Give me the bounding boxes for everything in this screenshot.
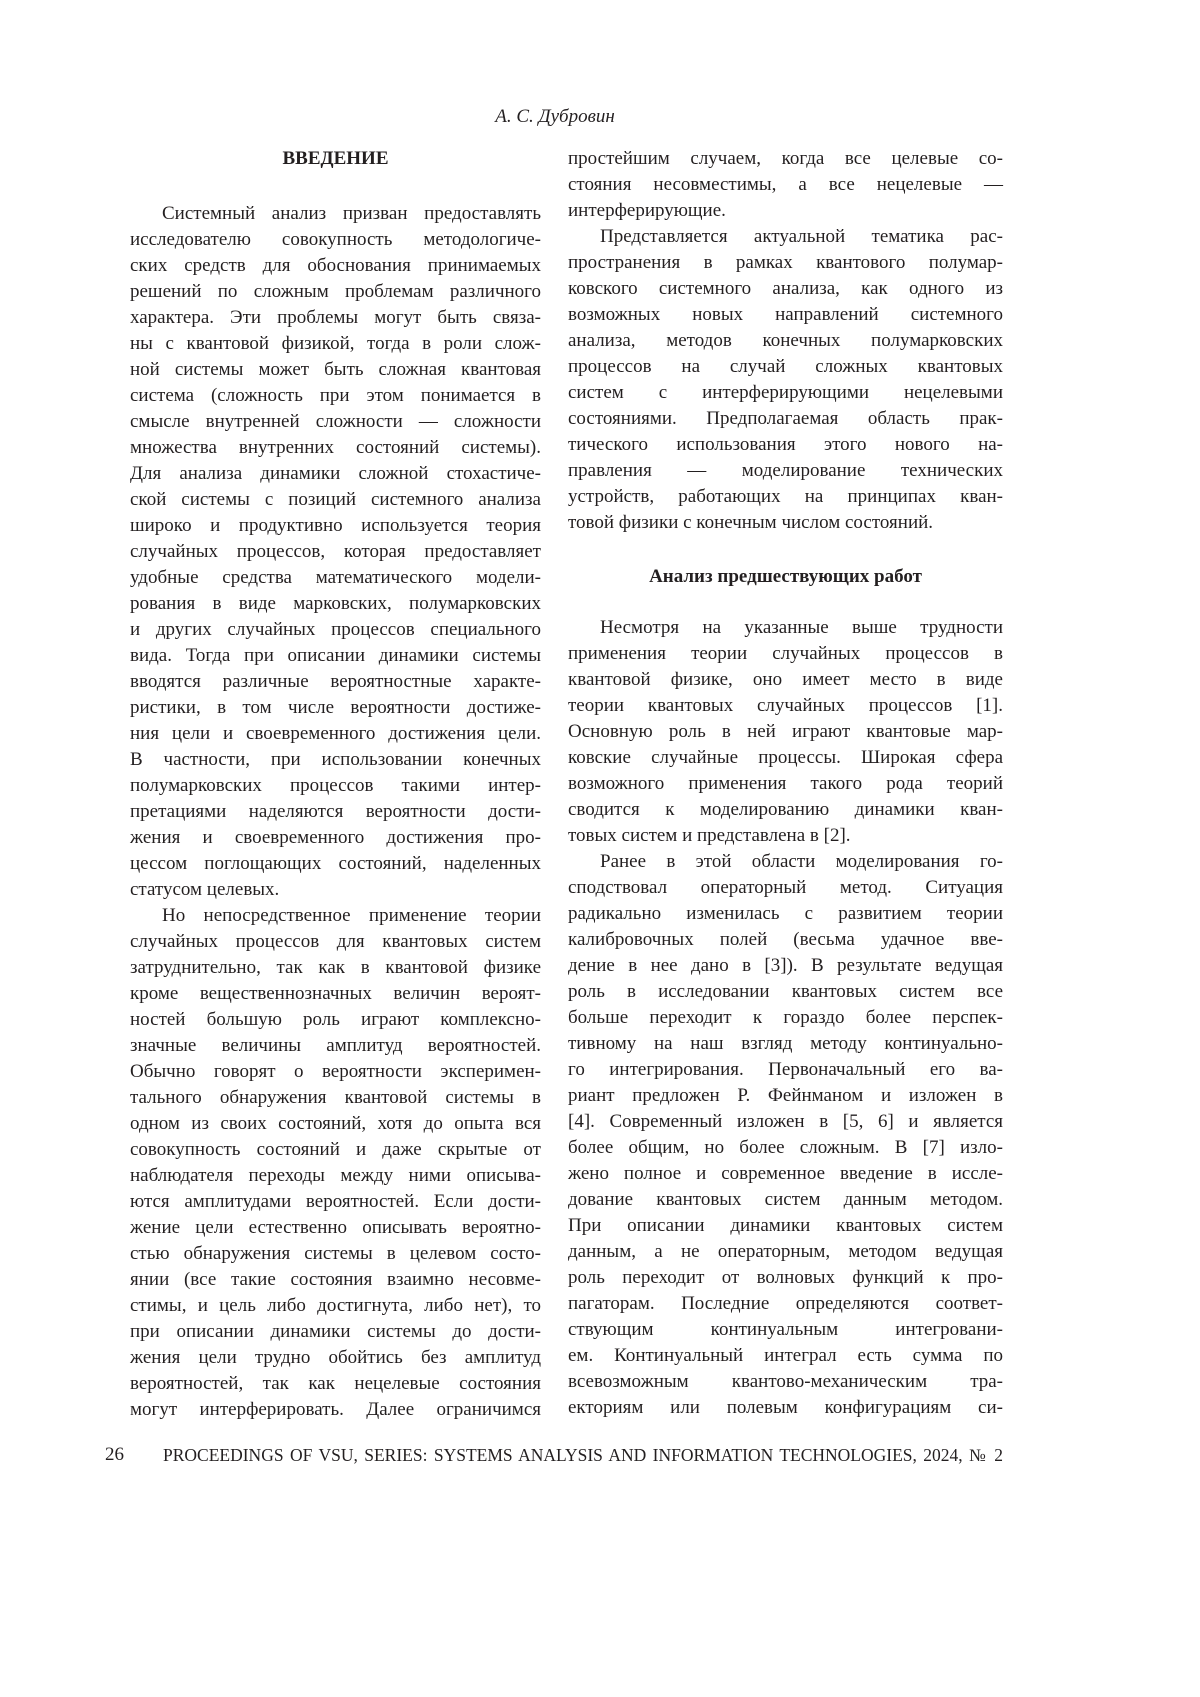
text-line: Несмотря на указанные выше трудности [568,615,1003,641]
text-line: ристики, в том числе вероятности достиже- [130,695,541,721]
text-line: ской системы с позиций системного анализа [130,487,541,513]
text-line: ются амплитудами вероятностей. Если дости- [130,1189,541,1215]
text-line: устройств, работающих на принципах кван- [568,484,1003,510]
text-line: сводится к моделированию динамики кван- [568,797,1003,823]
text-line: наблюдателя переходы между ними описыва- [130,1163,541,1189]
right-column-body-bottom [568,615,1003,1421]
page-footer [105,1442,1003,1468]
text-line: случайных процессов, которая предоставляет [130,539,541,565]
right-column-body-top [568,146,1003,536]
text-line: удобные средства математического модели- [130,565,541,591]
text-line: [4]. Современный изложен в [5, 6] и является [568,1109,1003,1135]
text-line: анализа, методов конечных полумарковских [568,328,1003,354]
text-line: янии (все такие состояния взаимно несовме- [130,1267,541,1293]
text-line: ствующим континуальным интегровани- [568,1317,1003,1343]
text-line: жение цели естественно описывать вероятно- [130,1215,541,1241]
text-line: стью обнаружения системы в целевом состо- [130,1241,541,1267]
text-line: претациями наделяются вероятности дости- [130,799,541,825]
text-line: рования в виде марковских, полумарковских [130,591,541,617]
text-line: стояния несовместимы, а все нецелевые — [568,172,1003,198]
text-line: ских средств для обоснования принимаемых [130,253,541,279]
text-line: Для анализа динамики сложной стохастиче- [130,461,541,487]
running-header-author: А. С. Дубровин [0,104,1110,130]
text-line: исследователю совокупность методологиче- [130,227,541,253]
text-line: Основную роль в ней играют квантовые мар- [568,719,1003,745]
text-line: Представляется актуальной тематика рас- [568,224,1003,250]
paragraph [130,201,541,903]
text-line: ны с квантовой физикой, тогда в роли слож- [130,331,541,357]
text-line: ем. Континуальный интеграл есть сумма по [568,1343,1003,1369]
section-heading-previous-work: Анализ предшествующих работ [568,564,1003,590]
text-line: затруднительно, так как в квантовой физике [130,955,541,981]
text-line: смысле внутренней сложности — сложности [130,409,541,435]
text-line: ковские случайные процессы. Широкая сфера [568,745,1003,771]
right-column [568,146,1003,1421]
text-line: Системный анализ призван предоставлять [130,201,541,227]
text-line: пагаторам. Последние определяются соответ- [568,1291,1003,1317]
text-line: го интегрирования. Первоначальный его ва- [568,1057,1003,1083]
text-line: риант предложен Р. Фейнманом и изложен в [568,1083,1003,1109]
text-line: одном из своих состояний, хотя до опыта вся [130,1111,541,1137]
text-line: полумарковских процессов такими интер- [130,773,541,799]
text-line: жения цели трудно обойтись без амплитуд [130,1345,541,1371]
text-line: вероятностей, так как нецелевые состояния [130,1371,541,1397]
text-line: ностей большую роль играют комплексно- [130,1007,541,1033]
paragraph [130,903,541,1423]
text-line: екториям или полевым конфигурациям си- [568,1395,1003,1421]
text-line: калибровочных полей (весьма удачное вве- [568,927,1003,953]
text-line: товых систем и представлена в [2]. [568,823,1003,849]
text-line: характера. Эти проблемы могут быть связа- [130,305,541,331]
text-line: всевозможным квантово-механическим тра- [568,1369,1003,1395]
text-line: случайных процессов для квантовых систем [130,929,541,955]
journal-title: PROCEEDINGS OF VSU, SERIES: SYSTEMS ANALYSIS AND INFORMATION TECHNOLOGIES, 2024, № 2 [163,1442,1003,1468]
text-line: статусом целевых. [130,877,541,903]
text-line: жено полное и современное введение в иссле- [568,1161,1003,1187]
text-line: сподствовал операторный метод. Ситуация [568,875,1003,901]
text-line: правления — моделирование технических [568,458,1003,484]
text-line: товой физики с конечным числом состояний. [568,510,1003,536]
text-line: более общим, но более сложным. В [7] изло- [568,1135,1003,1161]
text-line: Обычно говорят о вероятности эксперимен- [130,1059,541,1085]
left-column-body [130,201,541,1423]
text-line: ной системы может быть сложная квантовая [130,357,541,383]
text-line: множества внутренних состояний системы). [130,435,541,461]
text-line: значные величины амплитуд вероятностей. [130,1033,541,1059]
text-line: цессом поглощающих состояний, наделенных [130,851,541,877]
text-line: могут интерферировать. Далее ограничимся [130,1397,541,1423]
page-number: 26 [105,1442,124,1468]
text-line: совокупность состояний и даже скрытые от [130,1137,541,1163]
text-line: кроме вещественнозначных величин вероят- [130,981,541,1007]
text-line: процессов на случай сложных квантовых [568,354,1003,380]
text-line: интерферирующие. [568,198,1003,224]
text-line: ния цели и своевременного достижения цели. [130,721,541,747]
paragraph [568,146,1003,224]
text-line: простейшим случаем, когда все целевые со- [568,146,1003,172]
text-line: решений по сложным проблемам различного [130,279,541,305]
text-line: тического использования этого нового на- [568,432,1003,458]
text-line: тального обнаружения квантовой системы в [130,1085,541,1111]
text-line: вида. Тогда при описании динамики системы [130,643,541,669]
text-line: применения теории случайных процессов в [568,641,1003,667]
text-line: радикально изменилась с развитием теории [568,901,1003,927]
text-line: больше переходит к гораздо более перспек- [568,1005,1003,1031]
text-line: при описании динамики системы до дости- [130,1319,541,1345]
text-line: стимы, и цель либо достигнута, либо нет), то [130,1293,541,1319]
text-line: систем с интерферирующими нецелевыми [568,380,1003,406]
text-line: тивному на наш взгляд методу континуально- [568,1031,1003,1057]
text-line: возможного применения такого рода теорий [568,771,1003,797]
text-line: дование квантовых систем данным методом. [568,1187,1003,1213]
text-line: ковского системного анализа, как одного из [568,276,1003,302]
text-line: состояниями. Предполагаемая область прак- [568,406,1003,432]
text-line: квантовой физике, оно имеет место в виде [568,667,1003,693]
text-line: Но непосредственное применение теории [130,903,541,929]
left-column [130,146,541,1423]
text-line: вводятся различные вероятностные характе- [130,669,541,695]
text-line: данным, а не операторным, методом ведущая [568,1239,1003,1265]
paragraph [568,224,1003,536]
paragraph [568,849,1003,1421]
text-line: В частности, при использовании конечных [130,747,541,773]
text-line: роль в исследовании квантовых систем все [568,979,1003,1005]
text-line: и других случайных процессов специального [130,617,541,643]
text-line: Ранее в этой области моделирования го- [568,849,1003,875]
text-line: возможных новых направлений системного [568,302,1003,328]
text-line: широко и продуктивно используется теория [130,513,541,539]
text-line: дение в нее дано в [3]). В результате ведущая [568,953,1003,979]
text-line: система (сложность при этом понимается в [130,383,541,409]
section-heading-introduction: ВВЕДЕНИЕ [130,146,541,172]
text-line: роль переходит от волновых функций к про- [568,1265,1003,1291]
text-line: пространения в рамках квантового полумар- [568,250,1003,276]
text-line: жения и своевременного достижения про- [130,825,541,851]
paragraph [568,615,1003,849]
text-line: При описании динамики квантовых систем [568,1213,1003,1239]
text-line: теории квантовых случайных процессов [1]. [568,693,1003,719]
